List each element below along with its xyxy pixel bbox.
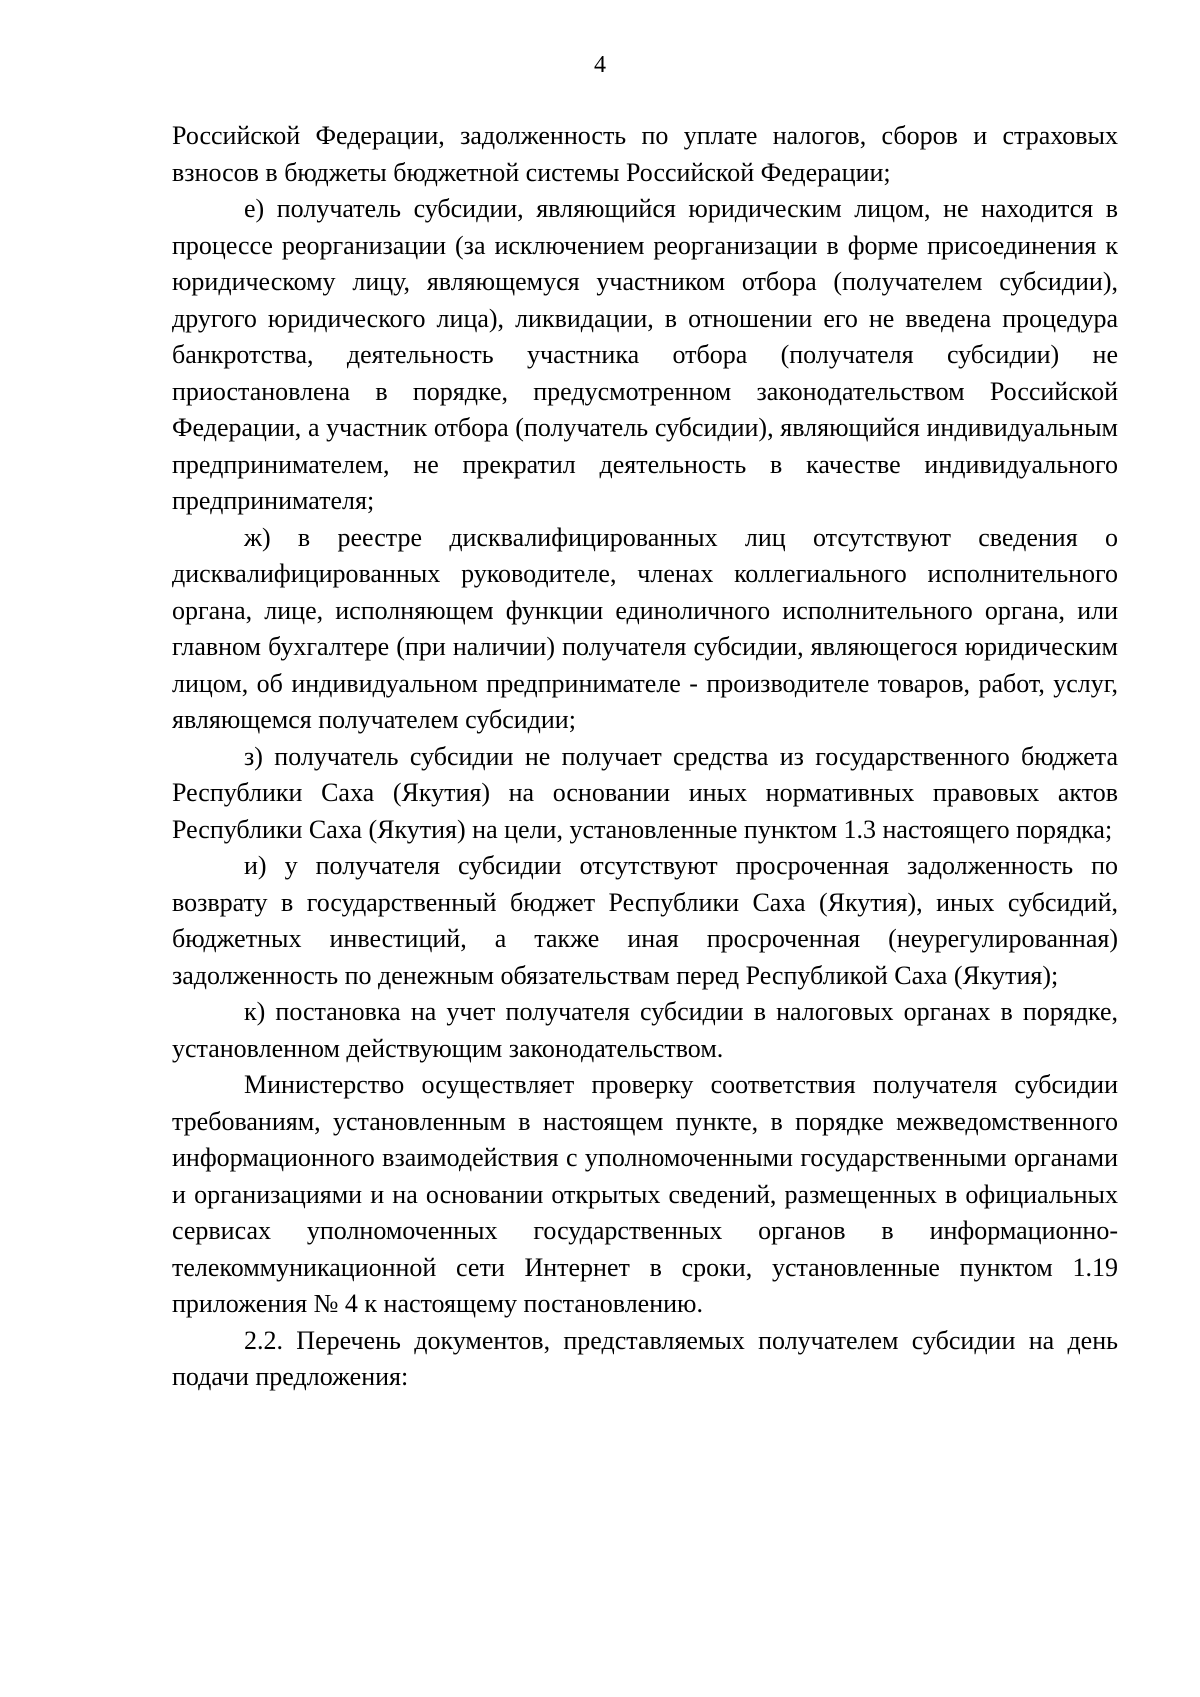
page-number: 4 bbox=[594, 52, 606, 78]
paragraph-item-k: к) постановка на учет получателя субсидии в налоговых органах в порядке, установленном действующим законодательством. bbox=[172, 997, 1118, 1063]
paragraph-item-i: и) у получателя субсидии отсутствуют просроченная задолженность по возврату в государственный бюджет Республики Саха (Якутия), иных субсидий, бюджетных инвестиций, а также иная просроченная (неурегулированная) задолженность по денежным обязательствам перед Республикой Саха (Якутия); bbox=[172, 851, 1118, 990]
paragraph-item-e: е) получатель субсидии, являющийся юридическим лицом, не находится в процессе реорганизации (за исключением реорганизации в форме присоединения к юридическому лицу, являющемуся участником отбора (получателем субсидии), другого юридического лица), ликвидации, в отношении его не введена процедура банкротства, деятельность участника отбора (получателя субсидии) не приостановлена в порядке, предусмотренном законодательством Российской Федерации, а участник отбора (получатель субсидии), являющийся индивидуальным предпринимателем, не прекратил деятельность в качестве индивидуального предпринимателя; bbox=[172, 194, 1118, 515]
paragraph-item-z: з) получатель субсидии не получает средства из государственного бюджета Республики Саха (Якутия) на основании иных нормативных правовых актов Республики Саха (Якутия) на цели, установленные пунктом 1.3 настоящего порядка; bbox=[172, 741, 1118, 844]
paragraph-ministry-check: Министерство осуществляет проверку соответствия получателя субсидии требованиям, установленным в настоящем пункте, в порядке межведомственного информационного взаимодействия с уполномоченными государственными органами и организациями и на основании открытых сведений, размещенных в официальных сервисах уполномоченных государственных органов в информационно-телекоммуникационной сети Интернет в сроки, установленные пунктом 1.19 приложения № 4 к настоящему постановлению. bbox=[172, 1070, 1118, 1318]
paragraph-section-2-2: 2.2. Перечень документов, представляемых получателем субсидии на день подачи предложения: bbox=[172, 1325, 1118, 1391]
paragraph-continuation: Российской Федерации, задолженность по уплате налогов, сборов и страховых взносов в бюджеты бюджетной системы Российской Федерации; bbox=[172, 121, 1118, 187]
document-body bbox=[172, 118, 1118, 1396]
paragraph-item-zh: ж) в реестре дисквалифицированных лиц отсутствуют сведения о дисквалифицированных руководителе, членах коллегиального исполнительного органа, лице, исполняющем функции единоличного исполнительного органа, или главном бухгалтере (при наличии) получателя субсидии, являющегося юридическим лицом, об индивидуальном предпринимателе - производителе товаров, работ, услуг, являющемся получателем субсидии; bbox=[172, 522, 1118, 734]
